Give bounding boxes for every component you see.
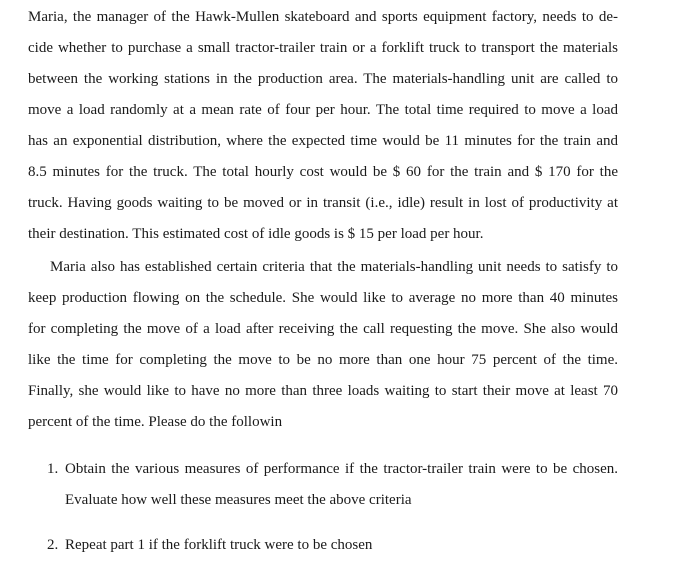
text-line: Obtain the various measures of performance if the tractor-trailer train were to be chosen. bbox=[65, 461, 618, 477]
list-number: 2. bbox=[47, 537, 59, 553]
text-line: like the time for completing the move to be no more than one hour 75 percent of the time. bbox=[28, 352, 618, 368]
text-line: cide whether to purchase a small tractor-trailer train or a forklift truck to transport the materials bbox=[28, 40, 618, 56]
paragraph-problem-statement bbox=[28, 2, 618, 250]
text-line: for completing the move of a load after receiving the call requesting the move. She also would bbox=[28, 321, 618, 337]
text-line: move a load randomly at a mean rate of four per hour. The total time required to move a load bbox=[28, 102, 618, 118]
text-line: Maria also has established certain criteria that the materials-handling unit needs to satisfy to bbox=[50, 259, 618, 275]
text-line: Repeat part 1 if the forklift truck were to be chosen bbox=[65, 537, 373, 553]
text-line: Finally, she would like to have no more than three loads waiting to start their move at least 70 bbox=[28, 383, 618, 399]
task-list-continued bbox=[47, 530, 618, 561]
text-line: Evaluate how well these measures meet the above criteria bbox=[65, 492, 412, 508]
text-line: between the working stations in the production area. The materials-handling unit are called to bbox=[28, 71, 618, 87]
text-line: 8.5 minutes for the truck. The total hourly cost would be $ 60 for the train and $ 170 for the bbox=[28, 164, 618, 180]
text-line: truck. Having goods waiting to be moved or in transit (i.e., idle) result in lost of productivity at bbox=[28, 195, 618, 211]
text-line: percent of the time. Please do the followin bbox=[28, 414, 283, 430]
text-line: Maria, the manager of the Hawk-Mullen skateboard and sports equipment factory, needs to de- bbox=[28, 9, 618, 25]
text-line: keep production flowing on the schedule. She would like to average no more than 40 minutes bbox=[28, 290, 618, 306]
text-line: their destination. This estimated cost of idle goods is $ 15 per load per hour. bbox=[28, 226, 484, 242]
list-number: 1. bbox=[47, 461, 59, 477]
list-item bbox=[47, 530, 618, 561]
paragraph-criteria bbox=[28, 252, 618, 438]
task-list bbox=[47, 454, 618, 516]
text-line: has an exponential distribution, where the expected time would be 11 minutes for the train and bbox=[28, 133, 618, 149]
list-item bbox=[47, 454, 618, 516]
